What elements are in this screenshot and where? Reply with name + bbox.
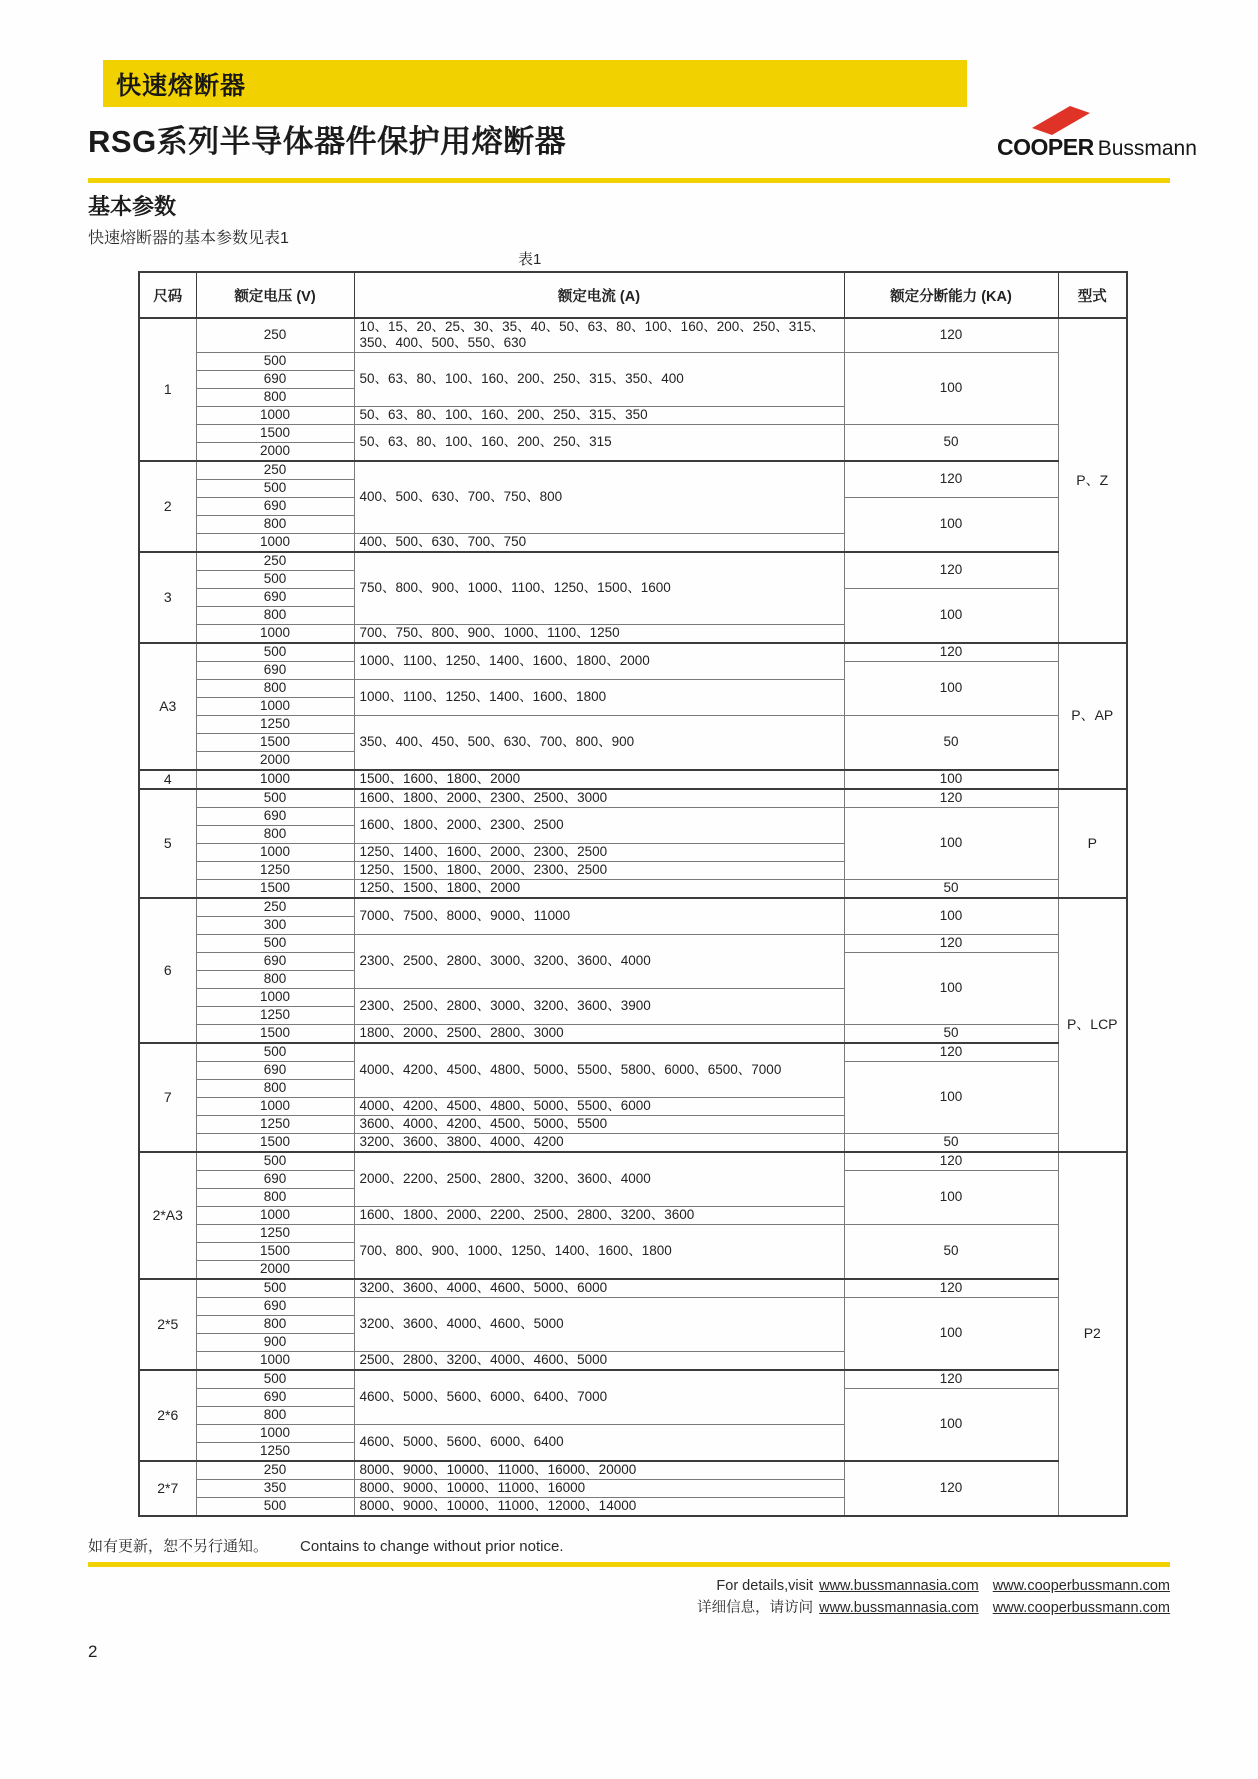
cell-v: 1500 <box>196 880 354 899</box>
cell-size: 7 <box>139 1043 196 1152</box>
cell-type: P、LCP <box>1058 898 1127 1152</box>
cell-v: 500 <box>196 1152 354 1171</box>
cell-a: 1600、1800、2000、2300、2500、3000 <box>354 789 844 808</box>
cell-v: 2000 <box>196 751 354 770</box>
cell-a: 3200、3600、4000、4600、5000 <box>354 1298 844 1352</box>
cell-a: 750、800、900、1000、1100、1250、1500、1600 <box>354 552 844 625</box>
cell-ka: 120 <box>844 1370 1058 1389</box>
bussmannasia-link-cn[interactable]: www.bussmannasia.com <box>819 1600 979 1617</box>
cell-type: P、Z <box>1058 318 1127 643</box>
cell-v: 690 <box>196 1062 354 1080</box>
bussmannasia-link[interactable]: www.bussmannasia.com <box>819 1578 979 1595</box>
cell-v: 500 <box>196 935 354 953</box>
brand-bussmann: Bussmann <box>1097 137 1197 160</box>
brand-cooper: COOPER <box>997 134 1094 160</box>
spec-table-body <box>139 318 1127 1516</box>
cell-v: 500 <box>196 1043 354 1062</box>
cell-v: 1000 <box>196 1425 354 1443</box>
cell-size: 2*5 <box>139 1279 196 1370</box>
cell-a: 8000、9000、10000、11000、16000 <box>354 1480 844 1498</box>
table-row <box>139 1152 1127 1171</box>
cell-v: 2000 <box>196 442 354 461</box>
cell-v: 800 <box>196 1189 354 1207</box>
cell-type: P、AP <box>1058 643 1127 789</box>
accent-rule-bottom <box>88 1562 1170 1567</box>
cell-ka: 100 <box>844 770 1058 789</box>
spec-table-header-row <box>139 272 1127 318</box>
cell-v: 1000 <box>196 624 354 643</box>
cell-v: 2000 <box>196 1261 354 1280</box>
column-header: 额定分断能力 (KA) <box>844 272 1058 318</box>
section-heading: 基本参数 <box>88 194 177 219</box>
cell-v: 350 <box>196 1480 354 1498</box>
footer-details-en: For details,visit <box>716 1578 814 1595</box>
cell-a: 8000、9000、10000、11000、16000、20000 <box>354 1461 844 1480</box>
cell-a: 4600、5000、5600、6000、6400、7000 <box>354 1370 844 1425</box>
cell-size: 6 <box>139 898 196 1043</box>
cell-v: 500 <box>196 352 354 370</box>
cell-type: P <box>1058 789 1127 898</box>
cell-ka: 120 <box>844 1461 1058 1516</box>
table-row <box>139 1370 1127 1389</box>
table-row <box>139 935 1127 953</box>
cell-ka: 50 <box>844 880 1058 899</box>
cell-a: 2500、2800、3200、4000、4600、5000 <box>354 1352 844 1371</box>
cell-size: 4 <box>139 770 196 789</box>
cell-ka: 100 <box>844 1298 1058 1371</box>
cell-v: 500 <box>196 1498 354 1517</box>
cell-v: 500 <box>196 479 354 497</box>
cell-v: 1000 <box>196 1352 354 1371</box>
cell-v: 1000 <box>196 989 354 1007</box>
cell-ka: 50 <box>844 715 1058 770</box>
cell-ka: 50 <box>844 424 1058 461</box>
cell-size: A3 <box>139 643 196 770</box>
cell-v: 1250 <box>196 715 354 733</box>
cell-v: 1250 <box>196 1007 354 1025</box>
cell-a: 3200、3600、3800、4000、4200 <box>354 1134 844 1153</box>
cell-a: 1250、1500、1800、2000、2300、2500 <box>354 862 844 880</box>
cell-ka: 100 <box>844 588 1058 643</box>
column-header: 尺码 <box>139 272 196 318</box>
cell-ka: 100 <box>844 1389 1058 1462</box>
cell-size: 1 <box>139 318 196 461</box>
cell-ka: 50 <box>844 1225 1058 1280</box>
cell-ka: 120 <box>844 789 1058 808</box>
cell-a: 1000、1100、1250、1400、1600、1800、2000 <box>354 643 844 680</box>
cell-v: 250 <box>196 461 354 480</box>
cell-a: 1250、1500、1800、2000 <box>354 880 844 899</box>
cell-v: 690 <box>196 588 354 606</box>
change-notice-cn: 如有更新，恕不另行通知。 <box>88 1538 269 1556</box>
cell-v: 1500 <box>196 1243 354 1261</box>
cell-v: 1500 <box>196 1134 354 1153</box>
cell-a: 4000、4200、4500、4800、5000、5500、6000 <box>354 1098 844 1116</box>
cell-v: 1000 <box>196 844 354 862</box>
cell-v: 1500 <box>196 733 354 751</box>
cell-v: 1000 <box>196 1207 354 1225</box>
cell-ka: 100 <box>844 1171 1058 1225</box>
cell-v: 1000 <box>196 770 354 789</box>
cell-v: 1250 <box>196 1225 354 1243</box>
cell-v: 500 <box>196 1279 354 1298</box>
cell-a: 7000、7500、8000、9000、11000 <box>354 898 844 935</box>
footer-details-cn: 详细信息，请访问 <box>697 1600 814 1617</box>
cell-ka: 120 <box>844 318 1058 352</box>
cooperbussmann-link[interactable]: www.cooperbussmann.com <box>992 1578 1170 1595</box>
cooper-bussmann-logo <box>997 104 1197 161</box>
table-row <box>139 318 1127 352</box>
table-row <box>139 1025 1127 1044</box>
cell-ka: 100 <box>844 953 1058 1025</box>
cell-v: 1000 <box>196 1098 354 1116</box>
cell-v: 690 <box>196 1389 354 1407</box>
cell-ka: 100 <box>844 352 1058 424</box>
cell-v: 250 <box>196 318 354 352</box>
cell-ka: 50 <box>844 1025 1058 1044</box>
table-row <box>139 770 1127 789</box>
cell-a: 4600、5000、5600、6000、6400 <box>354 1425 844 1462</box>
table-row <box>139 552 1127 571</box>
cell-a: 4000、4200、4500、4800、5000、5500、5800、6000、6500、7000 <box>354 1043 844 1098</box>
column-header: 额定电压 (V) <box>196 272 354 318</box>
cell-ka: 120 <box>844 643 1058 662</box>
cell-v: 250 <box>196 898 354 917</box>
cell-ka: 120 <box>844 1043 1058 1062</box>
cell-a: 3200、3600、4000、4600、5000、6000 <box>354 1279 844 1298</box>
cell-a: 50、63、80、100、160、200、250、315、350 <box>354 406 844 424</box>
table-row <box>139 352 1127 370</box>
cell-ka: 100 <box>844 808 1058 880</box>
table-row <box>139 1279 1127 1298</box>
table-row <box>139 1043 1127 1062</box>
cell-v: 690 <box>196 1298 354 1316</box>
table-row <box>139 1134 1127 1153</box>
cell-v: 1000 <box>196 697 354 715</box>
cell-a: 1600、1800、2000、2300、2500 <box>354 808 844 844</box>
cell-size: 5 <box>139 789 196 898</box>
footer-links-cn <box>88 1597 1170 1619</box>
cell-v: 800 <box>196 679 354 697</box>
cell-v: 800 <box>196 388 354 406</box>
cell-a: 400、500、630、700、750 <box>354 533 844 552</box>
section-note: 快速熔断器的基本参数见表1 <box>88 230 289 247</box>
cell-a: 700、750、800、900、1000、1100、1250 <box>354 624 844 643</box>
cell-size: 2*6 <box>139 1370 196 1461</box>
cell-v: 800 <box>196 1407 354 1425</box>
cell-ka: 100 <box>844 497 1058 552</box>
cell-type: P2 <box>1058 1152 1127 1516</box>
cell-v: 690 <box>196 808 354 826</box>
cell-ka: 100 <box>844 661 1058 715</box>
cell-v: 800 <box>196 971 354 989</box>
category-banner-label: 快速熔断器 <box>116 71 247 100</box>
cell-v: 690 <box>196 1171 354 1189</box>
table-caption: 表1 <box>518 251 542 268</box>
table-row <box>139 715 1127 733</box>
cell-v: 800 <box>196 515 354 533</box>
cell-ka: 120 <box>844 935 1058 953</box>
cell-a: 8000、9000、10000、11000、12000、14000 <box>354 1498 844 1517</box>
table-row <box>139 789 1127 808</box>
page-number: 2 <box>88 1641 98 1661</box>
cell-v: 690 <box>196 661 354 679</box>
table-row <box>139 1225 1127 1243</box>
table-row <box>139 461 1127 480</box>
category-banner <box>103 60 967 107</box>
change-notice-en: Contains to change without prior notice. <box>300 1538 564 1556</box>
table-row <box>139 1298 1127 1316</box>
cell-v: 300 <box>196 917 354 935</box>
cell-ka: 50 <box>844 1134 1058 1153</box>
cell-v: 800 <box>196 1316 354 1334</box>
cell-ka: 120 <box>844 1279 1058 1298</box>
cell-a: 1600、1800、2000、2200、2500、2800、3200、3600 <box>354 1207 844 1225</box>
table-row <box>139 880 1127 899</box>
cell-v: 800 <box>196 826 354 844</box>
change-notice <box>88 1535 1258 1556</box>
cell-a: 350、400、450、500、630、700、800、900 <box>354 715 844 770</box>
column-header: 额定电流 (A) <box>354 272 844 318</box>
spec-table <box>138 271 1128 1517</box>
cell-v: 1250 <box>196 1443 354 1462</box>
footer-links <box>88 1575 1170 1620</box>
cell-a: 2000、2200、2500、2800、3200、3600、4000 <box>354 1152 844 1207</box>
cell-size: 2*A3 <box>139 1152 196 1279</box>
cell-v: 1250 <box>196 1116 354 1134</box>
cell-v: 900 <box>196 1334 354 1352</box>
cell-a: 400、500、630、700、750、800 <box>354 461 844 534</box>
cell-v: 690 <box>196 953 354 971</box>
cell-v: 250 <box>196 1461 354 1480</box>
cell-v: 1000 <box>196 406 354 424</box>
cell-size: 2*7 <box>139 1461 196 1516</box>
cell-ka: 120 <box>844 1152 1058 1171</box>
cell-a: 1000、1100、1250、1400、1600、1800 <box>354 679 844 715</box>
cooper-flag-icon <box>1030 104 1094 136</box>
cell-a: 10、15、20、25、30、35、40、50、63、80、100、160、200、250、315、350、400、500、550、630 <box>354 318 844 352</box>
column-header: 型式 <box>1058 272 1127 318</box>
cell-a: 1800、2000、2500、2800、3000 <box>354 1025 844 1044</box>
cell-ka: 100 <box>844 898 1058 935</box>
cell-v: 690 <box>196 370 354 388</box>
cell-ka: 120 <box>844 461 1058 498</box>
cell-v: 250 <box>196 552 354 571</box>
cell-v: 690 <box>196 497 354 515</box>
brand-wordmark <box>997 134 1197 161</box>
cell-a: 50、63、80、100、160、200、250、315、350、400 <box>354 352 844 406</box>
cell-v: 1000 <box>196 533 354 552</box>
cell-v: 500 <box>196 1370 354 1389</box>
cell-a: 2300、2500、2800、3000、3200、3600、3900 <box>354 989 844 1025</box>
cell-size: 2 <box>139 461 196 552</box>
cell-ka: 100 <box>844 1062 1058 1134</box>
accent-rule-top <box>88 178 1170 183</box>
table-row <box>139 424 1127 442</box>
table-row <box>139 898 1127 917</box>
footer-links-en <box>88 1575 1170 1597</box>
table-row <box>139 643 1127 662</box>
cell-v: 1500 <box>196 424 354 442</box>
cell-a: 2300、2500、2800、3000、3200、3600、4000 <box>354 935 844 989</box>
cell-v: 1500 <box>196 1025 354 1044</box>
cell-v: 800 <box>196 606 354 624</box>
cell-v: 800 <box>196 1080 354 1098</box>
cell-a: 50、63、80、100、160、200、250、315 <box>354 424 844 461</box>
cell-v: 500 <box>196 570 354 588</box>
cooperbussmann-link-cn[interactable]: www.cooperbussmann.com <box>992 1600 1170 1617</box>
cell-v: 500 <box>196 789 354 808</box>
cell-v: 500 <box>196 643 354 662</box>
table-row <box>139 1461 1127 1480</box>
table-row <box>139 808 1127 826</box>
cell-a: 1500、1600、1800、2000 <box>354 770 844 789</box>
cell-a: 3600、4000、4200、4500、5000、5500 <box>354 1116 844 1134</box>
cell-a: 1250、1400、1600、2000、2300、2500 <box>354 844 844 862</box>
cell-ka: 120 <box>844 552 1058 589</box>
cell-v: 1250 <box>196 862 354 880</box>
cell-size: 3 <box>139 552 196 643</box>
page-title: RSG系列半导体器件保护用熔断器 <box>88 124 567 159</box>
cell-a: 700、800、900、1000、1250、1400、1600、1800 <box>354 1225 844 1280</box>
